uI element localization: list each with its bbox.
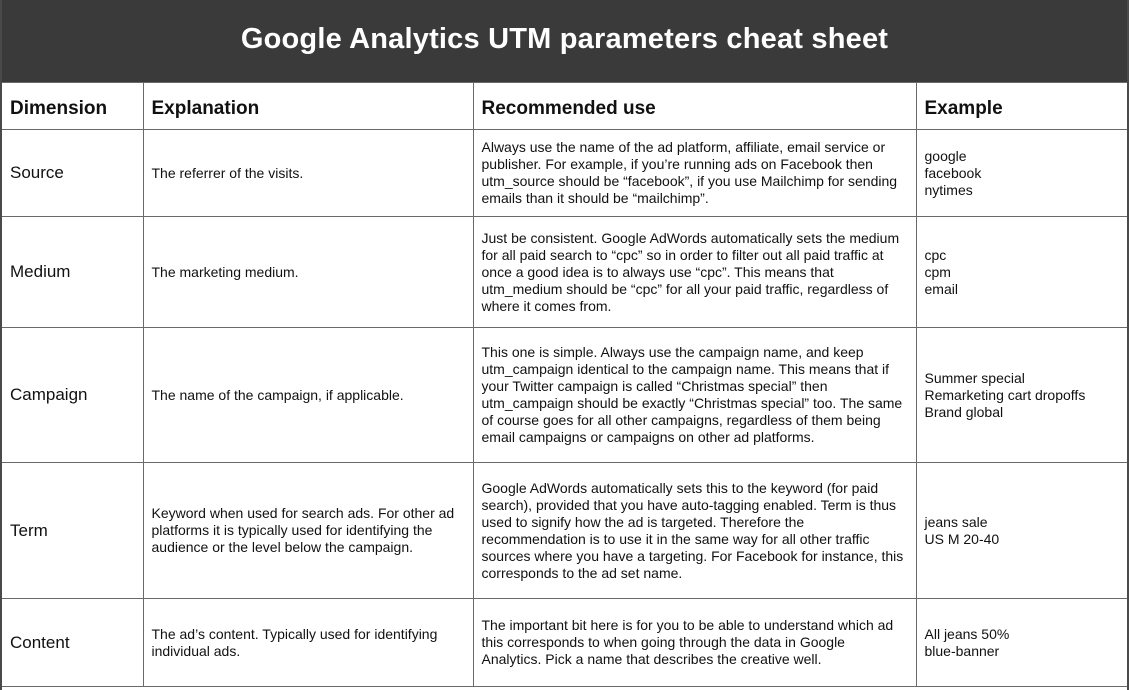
- recommended-use-cell: Google AdWords automatically sets this to the keyword (for paid search), provided that you have auto-tagging enabled. Term is thus used to signify how the ad is targeted. Therefore the recommendation is to use it in the same way for all other traffic sources where you have a targeting. For Facebook for instance, this corresponds to the ad set name.: [473, 463, 916, 599]
- dimension-cell: Content: [2, 599, 143, 687]
- page-title: Google Analytics UTM parameters cheat sheet: [240, 22, 889, 55]
- example-value: jeans sale: [924, 513, 988, 530]
- example-value: blue-banner: [924, 642, 1000, 659]
- recommended-use-cell: Just be consistent. Google AdWords automatically sets the medium for all paid search to “cpc” so in order to filter out all paid traffic at once a good idea is to always use “cpc”. This means that utm_medium should be “cpc” for all your paid traffic, regardless of where it comes from.: [473, 217, 916, 328]
- dimension-cell: Medium: [2, 217, 143, 328]
- example-cell: [916, 463, 1127, 599]
- utm-parameters-table: [2, 82, 1127, 687]
- recommended-use-cell: This one is simple. Always use the campaign name, and keep utm_campaign identical to the campaign name. This means that if your Twitter campaign is called “Christmas special” then utm_campaign should be exactly “Christmas special” too. The same of course goes for all other campaigns, regardless of them being email campaigns or campaigns on other ad platforms.: [473, 328, 916, 463]
- explanation-cell: Keyword when used for search ads. For other ad platforms it is typically used for identifying the audience or the level below the campaign.: [143, 463, 473, 599]
- dimension-cell: Campaign: [2, 328, 143, 463]
- example-value: cpc: [924, 246, 947, 263]
- explanation-cell: The name of the campaign, if applicable.: [143, 328, 473, 463]
- example-value: facebook: [924, 164, 982, 181]
- explanation-cell: The ad’s content. Typically used for identifying individual ads.: [143, 599, 473, 687]
- dimension-cell: Source: [2, 130, 143, 217]
- table-row-medium: [2, 217, 1127, 328]
- explanation-cell: The referrer of the visits.: [143, 130, 473, 217]
- example-value: google: [924, 147, 967, 164]
- example-value: All jeans 50%: [924, 625, 1010, 642]
- example-cell: [916, 217, 1127, 328]
- example-cell: [916, 130, 1127, 217]
- dimension-cell: Term: [2, 463, 143, 599]
- table-row-source: [2, 130, 1127, 217]
- header-example: Example: [916, 83, 1127, 130]
- example-cell: [916, 599, 1127, 687]
- header-recommended-use: Recommended use: [473, 83, 916, 130]
- example-value: Summer special: [924, 369, 1025, 386]
- header-dimension: Dimension: [2, 83, 143, 130]
- table-row-campaign: [2, 328, 1127, 463]
- header-explanation: Explanation: [143, 83, 473, 130]
- example-value: nytimes: [924, 181, 973, 198]
- example-cell: [916, 328, 1127, 463]
- example-value: Remarketing cart dropoffs: [924, 386, 1086, 403]
- table-row-content: [2, 599, 1127, 687]
- example-value: US M 20-40: [924, 530, 1000, 547]
- example-value: Brand global: [924, 403, 1004, 420]
- example-value: cpm: [924, 263, 951, 280]
- explanation-cell: The marketing medium.: [143, 217, 473, 328]
- recommended-use-cell: Always use the name of the ad platform, affiliate, email service or publisher. For example, if you’re running ads on Facebook then utm_source should be “facebook”, if you use Mailchimp for sending emails than it should be “mailchimp”.: [473, 130, 916, 217]
- title-banner: [2, 0, 1127, 82]
- recommended-use-cell: The important bit here is for you to be able to understand which ad this corresponds to when going through the data in Google Analytics. Pick a name that describes the creative well.: [473, 599, 916, 687]
- example-value: email: [924, 280, 958, 297]
- table-header-row: [2, 83, 1127, 130]
- table-row-term: [2, 463, 1127, 599]
